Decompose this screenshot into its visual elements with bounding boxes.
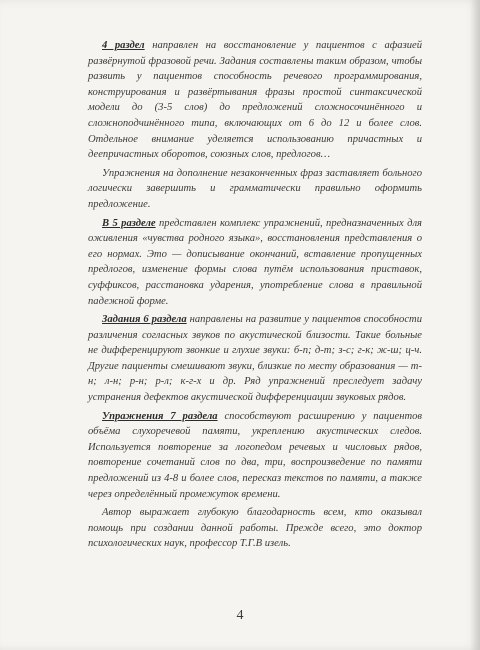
paragraph-text: способствуют расширению у пациентов объёма слухоречевой памяти, укреплению акустических следов. Используется повторение за логопедом речевых и числовых рядов, повторение сочетаний слов по два, три, воспроизведение по памяти предложений из 4-8 и более слов, пересказ текстов по памяти, а также через определённый промежуток времени. [88, 410, 422, 500]
paragraph-section-4 [88, 38, 422, 163]
paragraph-lead: 4 раздел [102, 40, 145, 51]
paragraph-section-7 [88, 409, 422, 503]
paragraph-lead: Задания 6 раздела [102, 314, 187, 326]
paragraph-text: Упражнения на дополнение незаконченных фраз заставляет больного логически завершить и грамматически правильно оформить предложение. [88, 167, 422, 210]
paragraph-section-5 [88, 216, 422, 310]
paragraph-text: направлен на восстановление у пациентов с афазией развёрнутой фразовой речи. Задания составлены таким образом, чтобы развить у пациентов способность речевого программирования, конструирования и развёртывания фразы простой синтаксической модели до (3-5 слов) до предложений сложносочинённого и сложноподчинённого типа, включающих от 6 до 12 и более слов. Отдельное внимание уделяется использованию причастных и деепричастных оборотов, союзных слов, предлогов… [88, 40, 422, 161]
paragraph-section-6 [88, 312, 422, 406]
page-number: 4 [236, 608, 244, 623]
page-content [88, 38, 422, 555]
paragraph-text: направлены на развитие у пациентов способности различения согласных звуков по акустической близости. Такие больные не дифференцируют звонкие и глухие звуки: б-п; д-т; з-с; г-к; ж-ш; ц-ч. Другие пациенты смешивают звуки, близкие по месту образования — т-н; л-н; р-н; р-л; к-г-х и др. Ряд упражнений преследует задачу устранения дефектов акустической дифференциации звуковых рядов. [88, 314, 423, 404]
paragraph-lead: Упражнения 7 раздела [102, 410, 218, 422]
paragraph-text: представлен комплекс упражнений, предназначенных для оживления «чувства родного языка», восстановления представления о его нормах. Это — дописывание окончаний, вставление пропущенных предлогов, изменение формы слова путём использования приставок, суффиксов, расстановка ударения, употребление слова в правильной падежной форме. [88, 217, 422, 307]
scan-edge-shadow [470, 0, 480, 650]
paragraph-acknowledgement [88, 505, 422, 552]
paragraph-lead: В 5 разделе [102, 217, 156, 229]
paragraph-text: Автор выражает глубокую благодарность всем, кто оказывал помощь при создании данной работы. Прежде всего, это доктор психологических наук, профессор Т.Г.В изель. [88, 507, 422, 550]
paragraph-completion-exercises [88, 166, 422, 213]
